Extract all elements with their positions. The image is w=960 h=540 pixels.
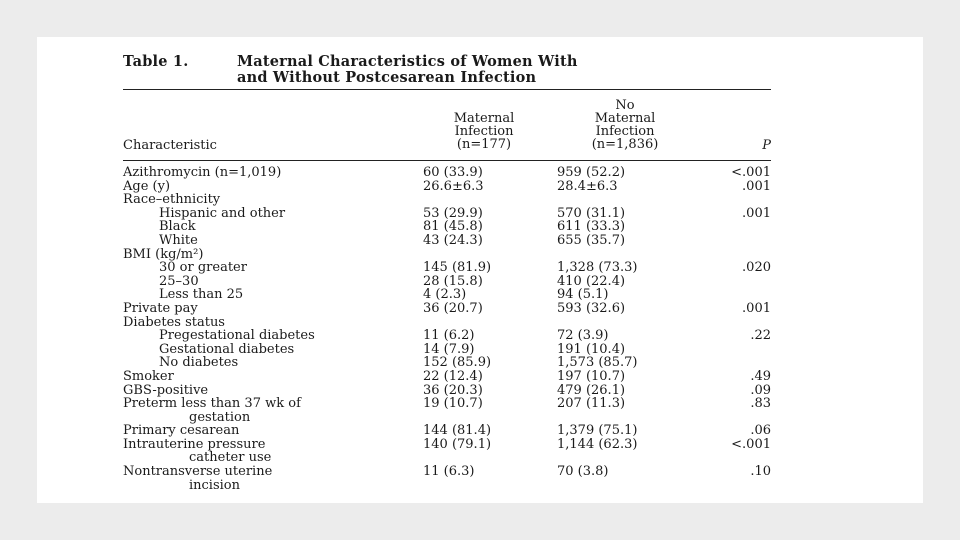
p-value-cell: .09	[750, 382, 771, 398]
characteristic-cell: Age (y)	[123, 178, 171, 194]
characteristic-cell: Gestational diabetes	[159, 341, 295, 357]
header-no-maternal-infection	[561, 99, 689, 151]
caption-label: Table 1.	[123, 53, 189, 70]
characteristic-cell: Race–ethnicity	[123, 192, 221, 208]
characteristic-cell: Diabetes status	[123, 314, 225, 330]
characteristic-cell: Less than 25	[159, 287, 244, 303]
characteristic-cell: Nontransverse uterine	[123, 464, 273, 480]
no-maternal-infection-cell: 1,328 (73.3)	[557, 260, 638, 276]
characteristic-cell: incision	[189, 477, 240, 493]
characteristic-cell: Black	[159, 219, 196, 235]
table-row	[123, 260, 783, 274]
table-row	[123, 247, 783, 261]
caption-line-1: Maternal Characteristics of Women With	[237, 53, 578, 70]
no-maternal-infection-cell: 197 (10.7)	[557, 368, 626, 384]
table-row	[123, 342, 783, 356]
table-row	[123, 233, 783, 247]
table-row	[123, 478, 783, 492]
header-no-maternal-line: Maternal	[594, 111, 656, 126]
p-value-cell: <.001	[731, 436, 771, 452]
no-maternal-infection-cell: 70 (3.8)	[557, 464, 609, 480]
table-row	[123, 423, 783, 437]
characteristic-cell: BMI (kg/m²)	[123, 246, 204, 262]
table-row	[123, 219, 783, 233]
header-no-maternal-line: (n=1,836)	[591, 137, 659, 152]
p-value-cell: .001	[742, 205, 771, 221]
header-no-maternal-line: Infection	[595, 124, 655, 139]
maternal-infection-cell: 140 (79.1)	[423, 436, 492, 452]
table-row	[123, 383, 783, 397]
table-top-rule	[123, 89, 771, 90]
table-row	[123, 437, 783, 451]
no-maternal-infection-cell: 959 (52.2)	[557, 165, 626, 180]
table-row	[123, 165, 783, 179]
characteristic-cell: White	[159, 232, 198, 248]
maternal-infection-cell: 81 (45.8)	[423, 219, 483, 235]
no-maternal-infection-cell: 1,144 (62.3)	[557, 436, 638, 452]
table-row	[123, 179, 783, 193]
characteristic-cell: GBS-positive	[123, 382, 209, 398]
maternal-infection-cell: 14 (7.9)	[423, 341, 475, 357]
header-characteristic: Characteristic	[123, 138, 217, 153]
maternal-infection-cell: 36 (20.7)	[423, 300, 483, 316]
no-maternal-infection-cell: 28.4±6.3	[557, 178, 618, 194]
characteristic-cell: Preterm less than 37 wk of	[123, 396, 301, 412]
no-maternal-infection-cell: 207 (11.3)	[557, 396, 626, 412]
p-value-cell: .49	[750, 368, 771, 384]
no-maternal-infection-cell: 1,573 (85.7)	[557, 355, 638, 371]
p-value-cell: .020	[742, 260, 771, 276]
no-maternal-infection-cell: 1,379 (75.1)	[557, 423, 638, 439]
header-maternal-line: (n=177)	[456, 137, 512, 152]
characteristic-cell: Primary cesarean	[123, 423, 240, 439]
characteristic-cell: Pregestational diabetes	[159, 328, 315, 344]
no-maternal-infection-cell: 570 (31.1)	[557, 205, 626, 221]
characteristic-cell: Intrauterine pressure	[123, 436, 266, 452]
maternal-infection-cell: 11 (6.2)	[423, 328, 475, 344]
maternal-infection-cell: 28 (15.8)	[423, 273, 483, 289]
table-row	[123, 369, 783, 383]
p-value-cell: .10	[750, 464, 771, 480]
maternal-infection-cell: 26.6±6.3	[423, 178, 484, 194]
p-value-cell: .22	[750, 328, 771, 344]
maternal-infection-cell: 36 (20.3)	[423, 382, 483, 398]
no-maternal-infection-cell: 410 (22.4)	[557, 273, 626, 289]
table-row	[123, 206, 783, 220]
table-row	[123, 464, 783, 478]
p-value-cell: .001	[742, 300, 771, 316]
characteristic-cell: Hispanic and other	[159, 205, 286, 221]
maternal-infection-cell: 53 (29.9)	[423, 205, 483, 221]
no-maternal-infection-cell: 94 (5.1)	[557, 287, 609, 303]
maternal-infection-cell: 152 (85.9)	[423, 355, 492, 371]
table-row	[123, 192, 783, 206]
table-row	[123, 396, 783, 410]
characteristic-cell: Private pay	[123, 300, 198, 316]
characteristic-cell: gestation	[189, 409, 251, 425]
p-value-cell: .83	[750, 396, 771, 412]
table-row	[123, 301, 783, 315]
header-p-value: P	[762, 138, 771, 153]
slide	[37, 37, 923, 503]
no-maternal-infection-cell: 72 (3.9)	[557, 328, 609, 344]
characteristic-cell: No diabetes	[159, 355, 239, 371]
header-maternal-line: Maternal	[453, 111, 515, 126]
table-row	[123, 315, 783, 329]
table-row	[123, 355, 783, 369]
no-maternal-infection-cell: 611 (33.3)	[557, 219, 626, 235]
maternal-infection-cell: 144 (81.4)	[423, 423, 492, 439]
table-header-rule	[123, 160, 771, 161]
maternal-infection-cell: 22 (12.4)	[423, 368, 483, 384]
characteristic-cell: Smoker	[123, 368, 174, 384]
characteristic-cell: 25–30	[159, 273, 199, 289]
maternal-infection-cell: 4 (2.3)	[423, 287, 467, 303]
maternal-infection-cell: 11 (6.3)	[423, 464, 475, 480]
no-maternal-infection-cell: 191 (10.4)	[557, 341, 626, 357]
maternal-infection-cell: 60 (33.9)	[423, 165, 483, 180]
no-maternal-infection-cell: 593 (32.6)	[557, 300, 626, 316]
table-row	[123, 274, 783, 288]
maternal-infection-cell: 43 (24.3)	[423, 232, 483, 248]
maternal-infection-cell: 19 (10.7)	[423, 396, 483, 412]
caption-line-2: and Without Postcesarean Infection	[237, 69, 537, 86]
table-row	[123, 410, 783, 424]
table-body	[123, 165, 783, 491]
header-maternal-infection	[427, 112, 541, 151]
p-value-cell: .06	[750, 423, 771, 439]
table-caption	[123, 54, 783, 86]
header-maternal-line: Infection	[454, 124, 514, 139]
characteristic-cell: catheter use	[189, 450, 272, 466]
no-maternal-infection-cell: 479 (26.1)	[557, 382, 626, 398]
characteristic-cell: 30 or greater	[159, 260, 247, 276]
header-no-maternal-line: No	[615, 98, 635, 113]
characteristic-cell: Azithromycin (n=1,019)	[123, 165, 282, 180]
no-maternal-infection-cell: 655 (35.7)	[557, 232, 626, 248]
p-value-cell: <.001	[731, 165, 771, 180]
table-row	[123, 328, 783, 342]
p-value-cell: .001	[742, 178, 771, 194]
table-row	[123, 287, 783, 301]
table-row	[123, 450, 783, 464]
maternal-infection-cell: 145 (81.9)	[423, 260, 492, 276]
